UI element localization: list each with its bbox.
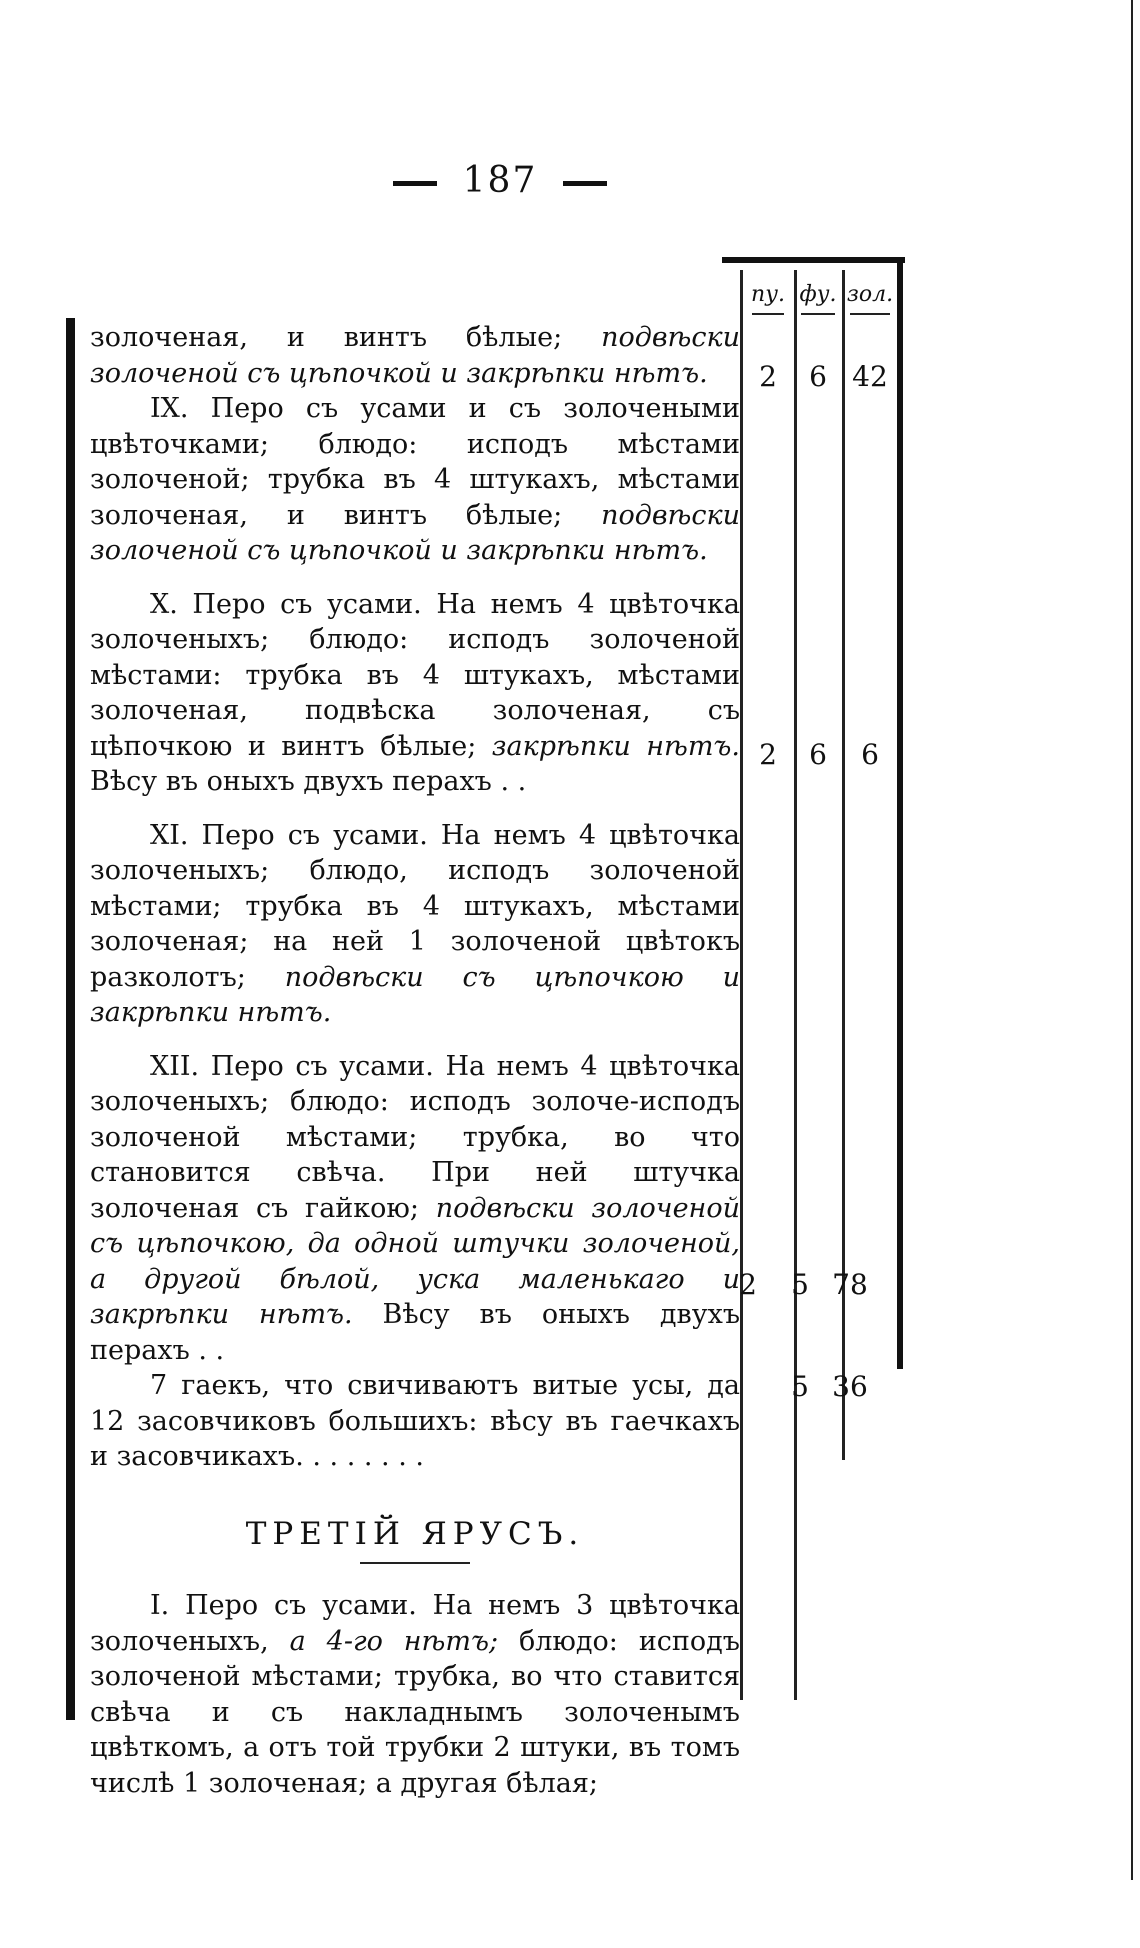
page-number (0, 160, 1000, 201)
entry-xii: XII. Перо съ усами. На немъ 4 цвѣточка золоченыхъ; блюдо: исподъ золоче-исподъ золоченой мѣстами; трубка, во что становится свѣча. При ней штучка золоченая съ гайкою; подвѣски золоченой съ цѣпочкою, да одной штучки золоченой, а другой бѣлой, уска маленькаго и закрѣпки нѣтъ. Вѣсу въ оныхъ двухъ перахъ . . (90, 1050, 740, 1366)
weight-pu-3: 2 (739, 1268, 757, 1301)
page-number-text: 187 (462, 160, 538, 201)
right-dash (563, 181, 607, 186)
page-edge-rule (1131, 0, 1133, 1880)
weight-zol-3: 78 (832, 1268, 868, 1301)
entry-ix: IX. Перо съ усами и съ золочеными цвѣточками; блюдо: исподъ мѣстами золоченой; трубка въ 4 штукахъ, мѣстами золоченая, и винтъ бѣлые; подвѣски золоченой съ цѣпочкой и закрѣпки нѣтъ. (90, 393, 740, 566)
column-header-pu: пу. (748, 282, 788, 307)
entry-continuation: золоченая, и винтъ бѣлые; подвѣски золоченой съ цѣпочкой и закрѣпки нѣтъ. (90, 322, 740, 389)
weight-fu-1: 6 (809, 360, 827, 393)
weight-zol-1: 42 (852, 360, 888, 393)
heading-rule (360, 1562, 470, 1564)
column-header-fu: фу. (797, 282, 839, 307)
entry-nuts: 7 гаекъ, что свичиваютъ витые усы, да 12 засовчиковъ большихъ: вѣсу въ гаечкахъ и засовчикахъ. . . . . . . . (90, 1370, 740, 1472)
weight-zol-4: 36 (832, 1370, 868, 1403)
weight-fu-4: 5 (791, 1370, 809, 1403)
column-divider-1 (740, 270, 743, 1700)
weight-pu-1: 2 (759, 360, 777, 393)
left-margin-bar (66, 318, 75, 1720)
entry-xi: XI. Перо съ усами. На немъ 4 цвѣточка золоченыхъ; блюдо, исподъ золоченой мѣстами; трубка въ 4 штукахъ, мѣстами золоченая; на ней 1 золоченой цвѣтокъ разколотъ; подвѣски съ цѣпочкою и закрѣпки нѣтъ. (90, 819, 740, 1028)
section-heading: ТРЕТІЙ ЯРУСЪ. (245, 1515, 585, 1552)
weight-fu-2: 6 (809, 738, 827, 771)
entry-i: I. Перо съ усами. На немъ 3 цвѣточка золоченыхъ, а 4-го нѣтъ; блюдо: исподъ золоченой мѣстами; трубка, во что ставится свѣча и съ накладнымъ золоченымъ цвѣткомъ, а отъ той трубки 2 штуки, въ томъ числѣ 1 золоченая; а другая бѣлая; (90, 1590, 740, 1799)
weight-fu-3: 5 (791, 1268, 809, 1301)
weight-zol-2: 6 (861, 738, 879, 771)
body-text (90, 320, 740, 1801)
left-dash (393, 181, 437, 186)
table-top-rule (722, 257, 905, 263)
column-header-zol: зол. (846, 282, 894, 307)
entry-x: X. Перо съ усами. На немъ 4 цвѣточка золоченыхъ; блюдо: исподъ золоченой мѣстами: трубка въ 4 штукахъ, мѣстами золоченая, подвѣска золоченая, съ цѣпочкою и винтъ бѣлые; закрѣпки нѣтъ. Вѣсу въ оныхъ двухъ перахъ . . (90, 588, 741, 797)
weight-pu-2: 2 (759, 738, 777, 771)
table-right-rule (897, 257, 903, 1369)
column-divider-2 (794, 270, 797, 1700)
